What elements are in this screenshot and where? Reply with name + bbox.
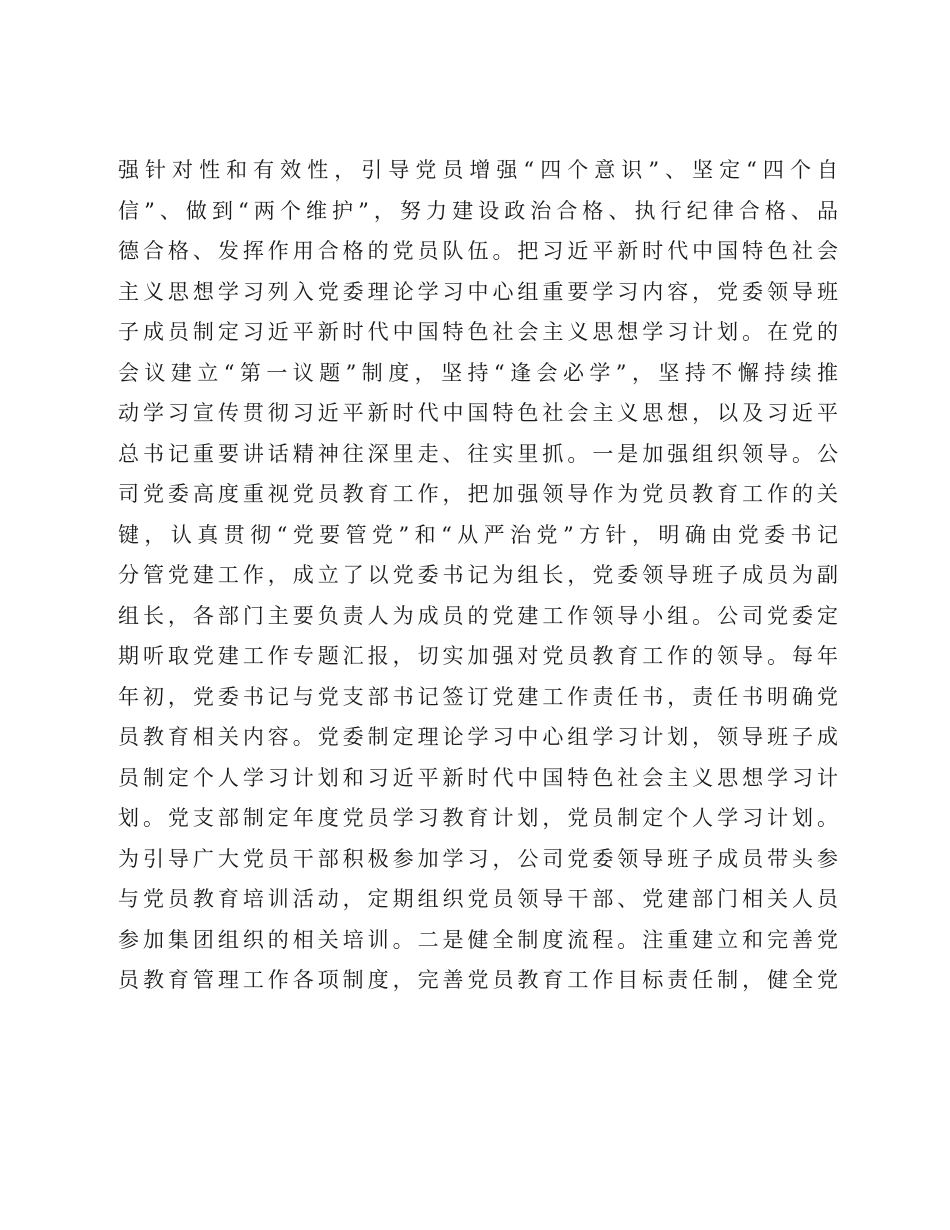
text-line: 子成员制定习近平新时代中国特色社会主义思想学习计划。在党的 [118,320,838,344]
text-line: 会议建立“第一议题”制度，坚持“逢会必学”，坚持不懈持续推 [118,360,838,385]
text-line: 员制定个人学习计划和习近平新时代中国特色社会主义思想学习计 [118,765,838,790]
text-line: 组长，各部门主要负责人为成员的党建工作领导小组。公司党委定 [118,603,838,628]
text-line: 强针对性和有效性，引导党员增强“四个意识”、坚定“四个自 [118,158,838,182]
text-line: 划。党支部制定年度党员学习教育计划，党员制定个人学习计划。 [118,806,838,830]
text-line: 员教育相关内容。党委制定理论学习中心组学习计划，领导班子成 [118,725,838,749]
text-line: 期听取党建工作专题汇报，切实加强对党员教育工作的领导。每年 [118,644,838,668]
text-line: 动学习宣传贯彻习近平新时代中国特色社会主义思想，以及习近平 [118,401,838,425]
text-line: 与党员教育培训活动，定期组织党员领导干部、党建部门相关人员 [118,887,838,911]
text-line: 年初，党委书记与党支部书记签订党建工作责任书，责任书明确党 [118,684,838,709]
text-line: 德合格、发挥作用合格的党员队伍。把习近平新时代中国特色社会 [118,239,838,263]
text-line: 信”、做到“两个维护”，努力建设政治合格、执行纪律合格、品 [118,198,838,223]
text-line: 司党委高度重视党员教育工作，把加强领导作为党员教育工作的关 [118,482,838,506]
text-line: 键，认真贯彻“党要管党”和“从严治党”方针，明确由党委书记 [118,522,838,547]
text-line: 员教育管理工作各项制度，完善党员教育工作目标责任制，健全党 [118,968,838,992]
text-line: 为引导广大党员干部积极参加学习，公司党委领导班子成员带头参 [118,846,838,871]
body-paragraph [118,150,838,1001]
text-line: 参加集团组织的相关培训。二是健全制度流程。注重建立和完善党 [118,927,838,952]
text-line: 分管党建工作，成立了以党委书记为组长，党委领导班子成员为副 [118,563,838,587]
text-line: 总书记重要讲话精神往深里走、往实里抓。一是加强组织领导。公 [118,441,838,466]
text-line: 主义思想学习列入党委理论学习中心组重要学习内容，党委领导班 [118,279,838,304]
